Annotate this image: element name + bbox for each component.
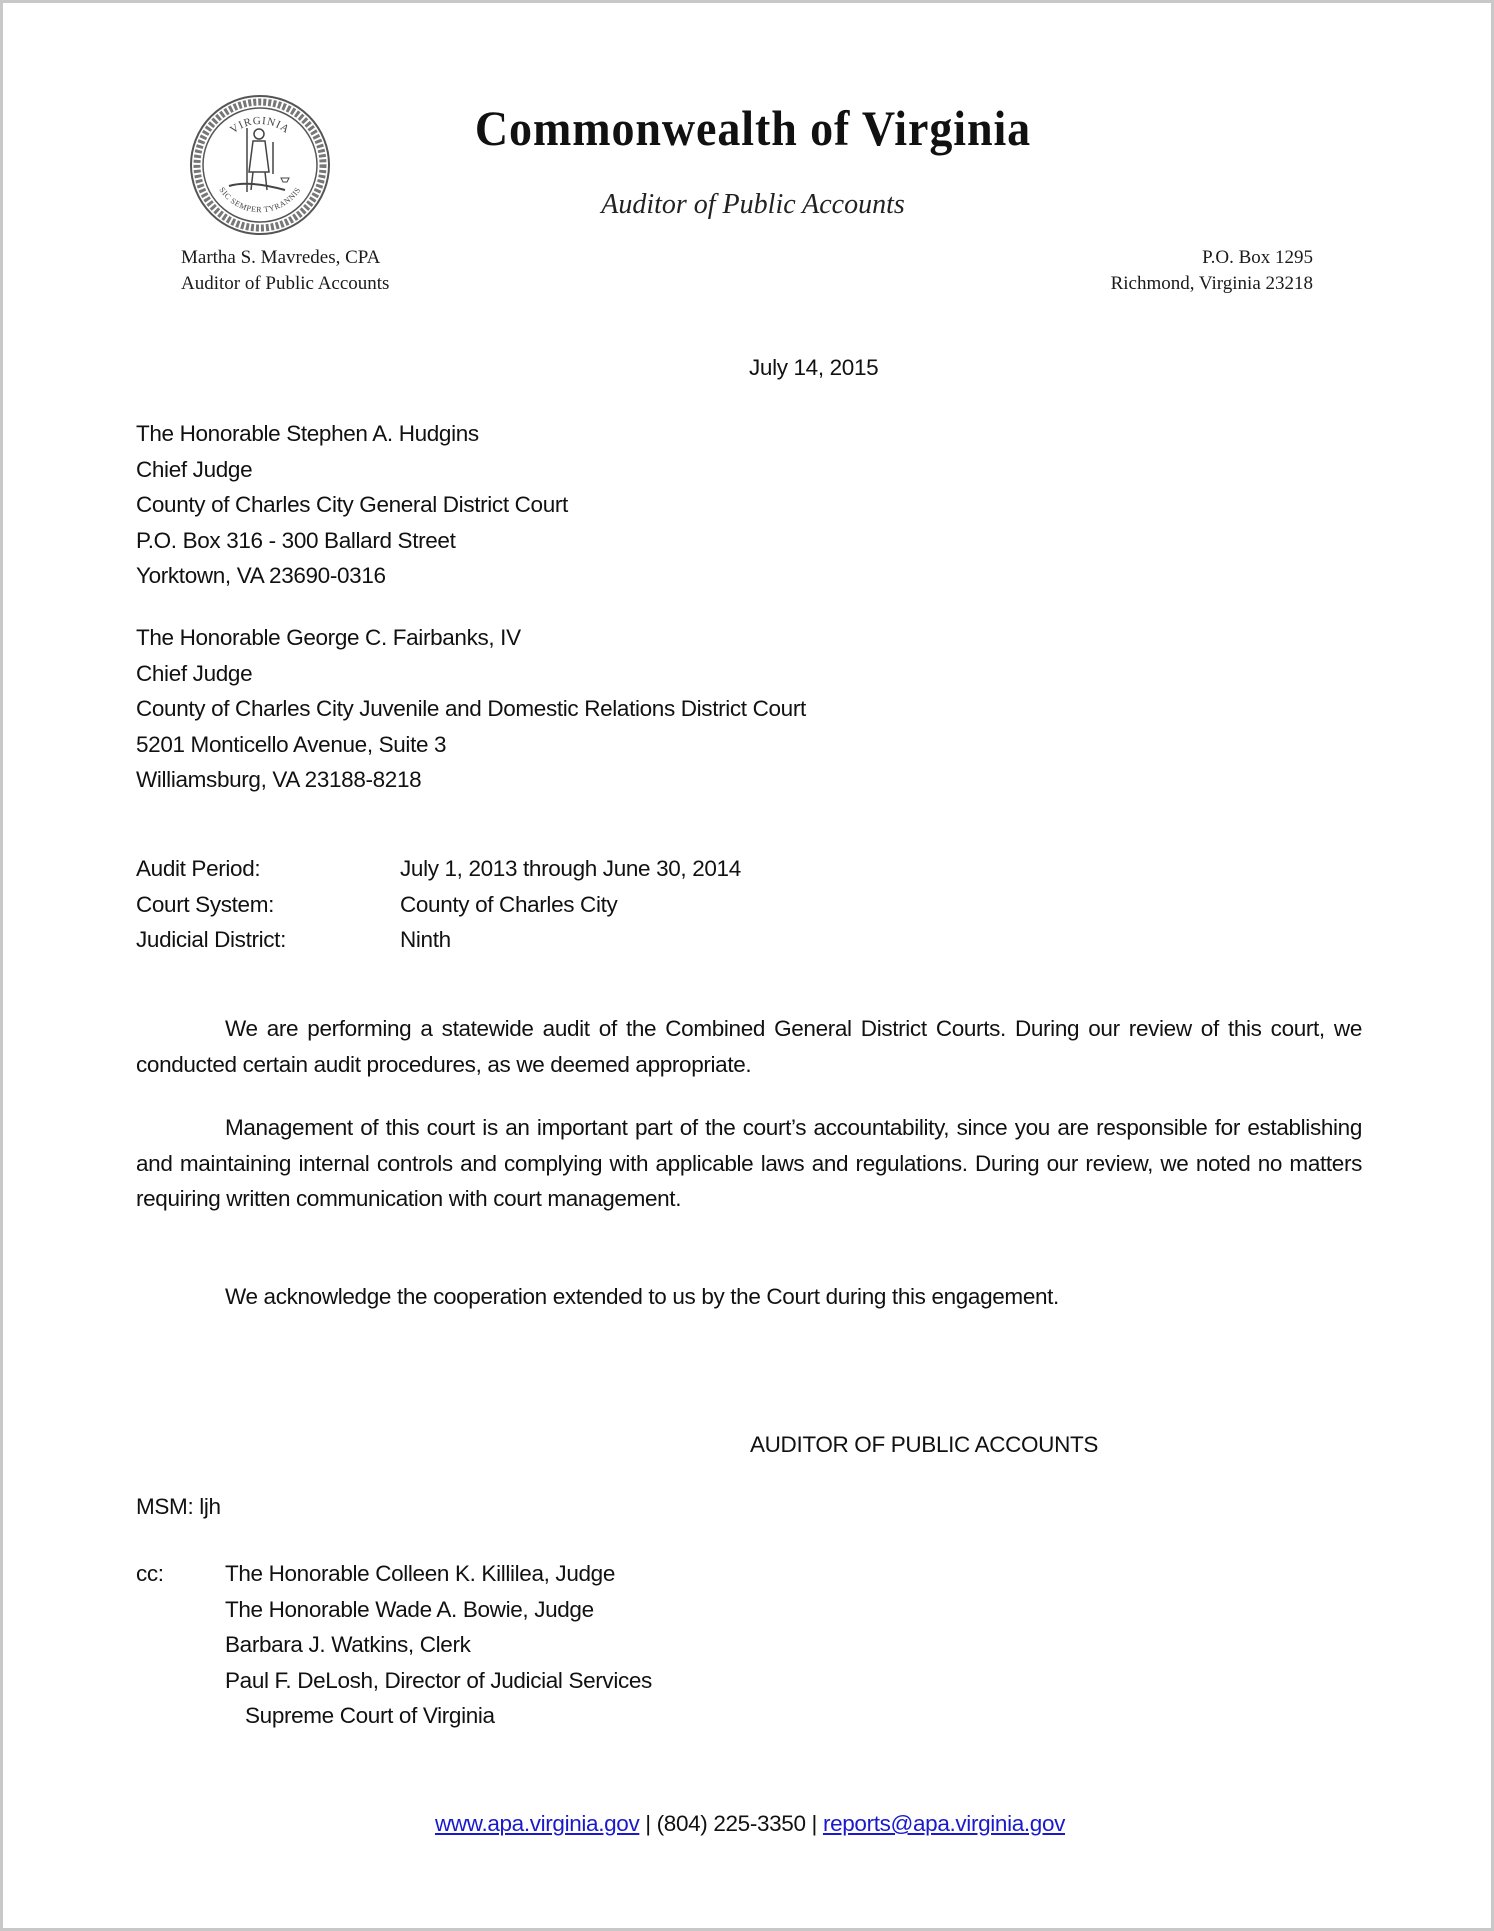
office-po-box: P.O. Box 1295 bbox=[1202, 247, 1313, 268]
phone-number: (804) 225-3350 bbox=[656, 1811, 806, 1836]
audit-info-value: Ninth bbox=[400, 927, 451, 953]
addressee-block-1 bbox=[136, 416, 568, 594]
audit-info-row bbox=[136, 851, 741, 887]
addressee-line: Yorktown, VA 23690-0316 bbox=[136, 563, 386, 589]
addressee-line: Chief Judge bbox=[136, 456, 253, 482]
body-paragraph-1: We are performing a statewide audit of the Combined General District Courts. During our review of this court, we conducted certain audit procedures, as we deemed appropriate. bbox=[136, 1016, 1362, 1077]
addressee-line: The Honorable George C. Fairbanks, IV bbox=[136, 625, 521, 650]
addressee-line: County of Charles City General District Court bbox=[136, 492, 568, 518]
signature-line: AUDITOR OF PUBLIC ACCOUNTS bbox=[750, 1432, 1099, 1457]
audit-info-row bbox=[136, 922, 741, 958]
addressee-line: 5201 Monticello Avenue, Suite 3 bbox=[136, 731, 447, 757]
office-address-block bbox=[1111, 245, 1313, 297]
auditor-title: Auditor of Public Accounts bbox=[181, 273, 390, 294]
svg-text:VIRGINIA: VIRGINIA bbox=[228, 114, 292, 137]
footer-separator: | bbox=[645, 1811, 651, 1836]
cc-label: cc: bbox=[136, 1561, 164, 1586]
footer-contact bbox=[3, 1811, 1494, 1837]
audit-info-value: County of Charles City bbox=[400, 891, 618, 917]
addressee-line: P.O. Box 316 - 300 Ballard Street bbox=[136, 527, 456, 553]
body-paragraph-2: Management of this court is an important part of the court’s accountability, since you are responsible for establishing and maintaining internal controls and complying with applicable laws and regulations. During our review, we noted no matters requiring written communication with court management. bbox=[136, 1115, 1362, 1212]
cc-recipient: Barbara J. Watkins, Clerk bbox=[225, 1632, 471, 1658]
addressee-line: The Honorable Stephen A. Hudgins bbox=[136, 421, 479, 446]
audit-info-value: July 1, 2013 through June 30, 2014 bbox=[400, 856, 741, 881]
addressee-block-2 bbox=[136, 620, 806, 798]
cc-row bbox=[136, 1663, 652, 1699]
audit-info-label: Court System: bbox=[136, 891, 274, 917]
addressee-line: County of Charles City Juvenile and Domestic Relations District Court bbox=[136, 696, 806, 722]
cc-recipient-affiliation: Supreme Court of Virginia bbox=[245, 1703, 495, 1729]
typist-initials: MSM: ljh bbox=[136, 1494, 221, 1519]
addressee-line: Chief Judge bbox=[136, 660, 253, 686]
cc-recipient: The Honorable Colleen K. Killilea, Judge bbox=[225, 1561, 615, 1586]
audit-info-table bbox=[136, 851, 741, 958]
footer-separator: | bbox=[811, 1811, 818, 1836]
audit-info-label: Audit Period: bbox=[136, 856, 261, 881]
svg-text:SIC SEMPER TYRANNIS: SIC SEMPER TYRANNIS bbox=[217, 185, 303, 215]
virginia-seal-icon bbox=[189, 94, 331, 236]
letterhead-title: Commonwealth of Virginia bbox=[474, 100, 1032, 156]
auditor-name-block bbox=[181, 245, 389, 297]
email-link[interactable]: reports@apa.virginia.gov bbox=[822, 1811, 1066, 1836]
office-city: Richmond, Virginia 23218 bbox=[1110, 273, 1313, 294]
cc-recipient: The Honorable Wade A. Bowie, Judge bbox=[225, 1596, 594, 1622]
audit-info-row bbox=[136, 887, 741, 923]
cc-row bbox=[136, 1698, 652, 1734]
audit-info-label: Judicial District: bbox=[136, 927, 286, 953]
letterhead-subtitle: Auditor of Public Accounts bbox=[601, 189, 905, 220]
cc-block bbox=[136, 1556, 652, 1734]
cc-recipient: Paul F. DeLosh, Director of Judicial Services bbox=[225, 1667, 652, 1693]
body-paragraph-3: We acknowledge the cooperation extended to us by the Court during this engagement. bbox=[225, 1284, 1059, 1309]
website-link[interactable]: www.apa.virginia.gov bbox=[434, 1811, 640, 1836]
letter-date: July 14, 2015 bbox=[749, 355, 879, 380]
cc-row bbox=[136, 1592, 652, 1628]
cc-row bbox=[136, 1556, 652, 1592]
addressee-line: Williamsburg, VA 23188-8218 bbox=[136, 767, 422, 793]
auditor-name: Martha S. Mavredes, CPA bbox=[181, 247, 381, 268]
cc-row bbox=[136, 1627, 652, 1663]
